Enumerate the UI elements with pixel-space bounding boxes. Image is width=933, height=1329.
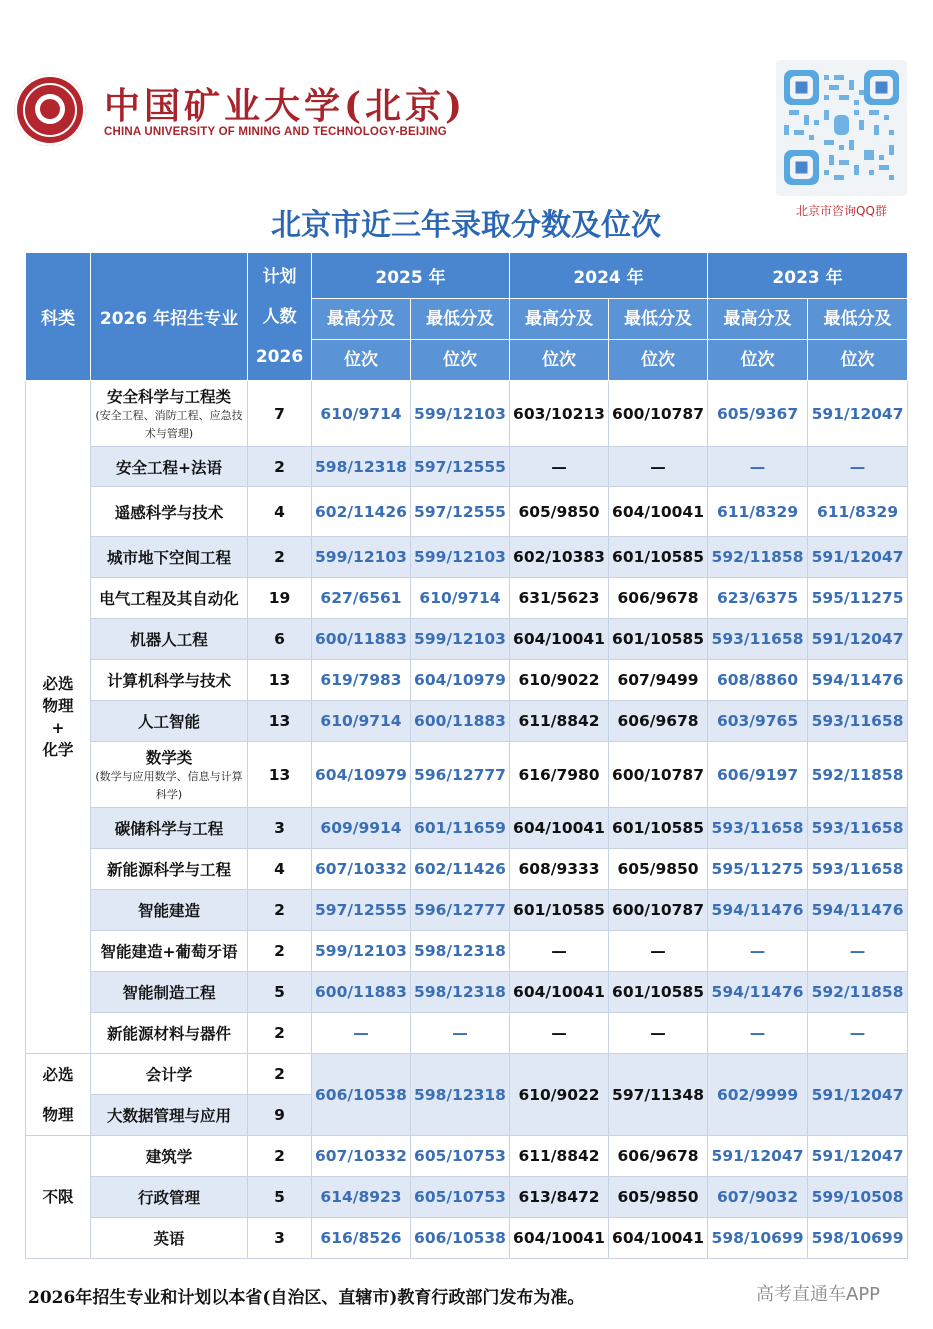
table-row (26, 1054, 908, 1095)
min-score-header: 最低分及 (411, 299, 510, 340)
score-rank-cell: 601/10585 (609, 537, 708, 578)
score-rank-cell: 591/12047 (808, 619, 908, 660)
major-note: (安全工程、消防工程、应急技术与管理) (95, 408, 243, 440)
table-row (26, 1136, 908, 1177)
table-row (26, 808, 908, 849)
score-rank-cell: 596/12777 (411, 742, 510, 808)
plan-count-cell: 19 (248, 578, 312, 619)
score-rank-cell: 592/11858 (708, 537, 808, 578)
score-rank-cell: 600/11883 (411, 701, 510, 742)
major-name: 大数据管理与应用 (106, 1107, 231, 1125)
score-rank-cell: 602/11426 (411, 849, 510, 890)
major-cell (91, 660, 248, 701)
min-score-header: 位次 (808, 340, 908, 381)
year-header: 2023 年 (708, 253, 908, 299)
score-rank-cell: 601/10585 (510, 890, 609, 931)
score-rank-cell: 595/11275 (808, 578, 908, 619)
score-rank-cell: 601/10585 (609, 808, 708, 849)
score-rank-cell: — (808, 447, 908, 487)
score-rank-cell: 593/11658 (708, 619, 808, 660)
category-cell (26, 1054, 91, 1136)
score-rank-cell: — (708, 447, 808, 487)
score-rank-cell: 592/11858 (808, 972, 908, 1013)
major-cell (91, 1095, 248, 1136)
major-cell (91, 808, 248, 849)
score-rank-cell: 601/11659 (411, 808, 510, 849)
major-cell (91, 1177, 248, 1218)
major-cell (91, 619, 248, 660)
table-row (26, 890, 908, 931)
score-rank-cell: 595/11275 (708, 849, 808, 890)
major-name: 建筑学 (145, 1148, 193, 1166)
col-major-header: 2026 年招生专业 (91, 253, 248, 381)
score-rank-cell: 600/10787 (609, 742, 708, 808)
score-rank-cell: — (808, 931, 908, 972)
min-score-header: 最低分及 (808, 299, 908, 340)
score-rank-cell: 601/10585 (609, 619, 708, 660)
score-rank-cell: 606/9678 (609, 578, 708, 619)
score-rank-cell: — (312, 1013, 411, 1054)
category-line: 物理 (42, 1105, 74, 1124)
score-rank-cell: 598/12318 (312, 447, 411, 487)
major-cell (91, 578, 248, 619)
max-score-header: 最高分及 (510, 299, 609, 340)
major-name: 计算机科学与技术 (106, 672, 231, 690)
score-rank-cell: 594/11476 (708, 890, 808, 931)
table-row (26, 1013, 908, 1054)
score-rank-cell: 607/9499 (609, 660, 708, 701)
merged-score-rank-cell: 606/10538 (312, 1054, 411, 1136)
major-cell (91, 537, 248, 578)
score-rank-cell: 603/9765 (708, 701, 808, 742)
category-line: 化学 (42, 741, 74, 759)
score-rank-cell: — (708, 1013, 808, 1054)
major-name: 智能制造工程 (122, 984, 216, 1002)
score-rank-cell: 619/7983 (312, 660, 411, 701)
plan-count-cell: 2 (248, 1013, 312, 1054)
score-rank-cell: 611/8329 (708, 487, 808, 537)
university-name-cn: 中国矿业大学(北京) (104, 85, 467, 127)
major-cell (91, 890, 248, 931)
table-row (26, 578, 908, 619)
plan-count-cell: 3 (248, 1218, 312, 1259)
score-rank-cell: 608/9333 (510, 849, 609, 890)
score-rank-cell: 601/10585 (609, 972, 708, 1013)
score-rank-cell: 604/10041 (510, 808, 609, 849)
score-rank-cell: 604/10979 (312, 742, 411, 808)
major-cell (91, 1013, 248, 1054)
score-rank-cell: 605/10753 (411, 1177, 510, 1218)
plan-count-cell: 3 (248, 808, 312, 849)
score-rank-cell: 593/11658 (808, 701, 908, 742)
category-cell (26, 381, 91, 1054)
score-rank-cell: 598/10699 (808, 1218, 908, 1259)
qr-code-icon (784, 70, 899, 185)
score-rank-cell: 603/10213 (510, 381, 609, 447)
category-line: 必选 (42, 675, 74, 693)
score-rank-cell: 610/9714 (411, 578, 510, 619)
score-rank-cell: 599/12103 (411, 537, 510, 578)
major-name: 会计学 (145, 1066, 193, 1084)
score-rank-cell: — (510, 931, 609, 972)
table-row (26, 701, 908, 742)
score-rank-cell: — (609, 447, 708, 487)
score-rank-cell: 631/5623 (510, 578, 609, 619)
min-score-header: 最低分及 (609, 299, 708, 340)
score-rank-cell: 611/8842 (510, 1136, 609, 1177)
score-rank-cell: 597/12555 (411, 487, 510, 537)
major-cell (91, 1218, 248, 1259)
merged-score-rank-cell: 598/12318 (411, 1054, 510, 1136)
score-rank-cell: 602/10383 (510, 537, 609, 578)
score-rank-cell: 604/10041 (510, 1218, 609, 1259)
score-rank-cell: 598/12318 (411, 972, 510, 1013)
min-score-header: 位次 (411, 340, 510, 381)
score-rank-cell: 610/9022 (510, 660, 609, 701)
major-name: 城市地下空间工程 (106, 549, 231, 567)
col-category-header: 科类 (26, 253, 91, 381)
score-rank-cell: 604/10041 (609, 487, 708, 537)
score-rank-cell: 600/11883 (312, 972, 411, 1013)
major-name: 英语 (153, 1230, 185, 1248)
major-name: 遥感科学与技术 (114, 503, 224, 522)
max-score-header: 位次 (312, 340, 411, 381)
score-rank-cell: 616/7980 (510, 742, 609, 808)
score-rank-cell: 607/10332 (312, 849, 411, 890)
table-row (26, 447, 908, 487)
plan-count-cell: 2 (248, 537, 312, 578)
score-rank-cell: 597/12555 (411, 447, 510, 487)
category-line: 不限 (42, 1188, 74, 1206)
score-rank-cell: 611/8842 (510, 701, 609, 742)
plan-count-cell: 4 (248, 487, 312, 537)
university-seal-logo (14, 74, 86, 146)
plan-count-cell: 2 (248, 1136, 312, 1177)
score-rank-cell: — (411, 1013, 510, 1054)
major-cell (91, 931, 248, 972)
merged-score-rank-cell: 591/12047 (808, 1054, 908, 1136)
table-row (26, 619, 908, 660)
score-rank-cell: 592/11858 (808, 742, 908, 808)
score-rank-cell: 597/12555 (312, 890, 411, 931)
score-rank-cell: — (708, 931, 808, 972)
score-rank-cell: 606/9678 (609, 1136, 708, 1177)
major-cell (91, 972, 248, 1013)
category-line: 物理 (42, 697, 74, 715)
plan-count-cell: 4 (248, 849, 312, 890)
table-row (26, 660, 908, 701)
score-rank-cell: — (609, 1013, 708, 1054)
major-cell (91, 701, 248, 742)
table-row (26, 972, 908, 1013)
major-name: 数学类 (145, 748, 193, 767)
table-row (26, 931, 908, 972)
score-table (25, 252, 908, 1259)
major-cell (91, 1054, 248, 1095)
major-name: 新能源材料与器件 (106, 1025, 231, 1043)
score-rank-cell: 605/10753 (411, 1136, 510, 1177)
score-rank-cell: 605/9850 (510, 487, 609, 537)
score-rank-cell: 605/9367 (708, 381, 808, 447)
plan-header-line: 2026 (255, 346, 304, 367)
plan-header-line: 计划 (262, 266, 297, 287)
major-name: 碳储科学与工程 (114, 820, 224, 838)
table-row (26, 1177, 908, 1218)
max-score-header: 最高分及 (312, 299, 411, 340)
qr-caption: 北京市咨询QQ群 (796, 204, 887, 218)
plan-count-cell: 2 (248, 931, 312, 972)
score-rank-cell: 591/12047 (808, 381, 908, 447)
score-rank-cell: 593/11658 (808, 849, 908, 890)
score-rank-cell: 604/10041 (609, 1218, 708, 1259)
university-name-en: CHINA UNIVERSITY OF MINING AND TECHNOLOGY-BEIJING (104, 126, 447, 138)
score-rank-cell: 594/11476 (708, 972, 808, 1013)
plan-count-cell: 5 (248, 1177, 312, 1218)
score-rank-cell: 607/9032 (708, 1177, 808, 1218)
page-title: 北京市近三年录取分数及位次 (271, 208, 661, 243)
table-row (26, 487, 908, 537)
table-row (26, 742, 908, 808)
score-rank-cell: 600/10787 (609, 381, 708, 447)
score-rank-cell: 599/12103 (312, 537, 411, 578)
min-score-header: 位次 (609, 340, 708, 381)
score-rank-cell: 596/12777 (411, 890, 510, 931)
plan-header-line: 人数 (262, 306, 297, 327)
table-row (26, 381, 908, 447)
major-name: 智能建造+葡萄牙语 (100, 943, 238, 961)
score-rank-cell: 598/10699 (708, 1218, 808, 1259)
category-cell (26, 1136, 91, 1259)
major-name: 智能建造 (137, 902, 200, 920)
plan-count-cell: 2 (248, 447, 312, 487)
score-rank-cell: 623/6375 (708, 578, 808, 619)
year-header: 2024 年 (510, 253, 708, 299)
major-note: (数学与应用数学、信息与计算科学) (95, 769, 243, 801)
plan-count-cell: 13 (248, 660, 312, 701)
max-score-header: 位次 (708, 340, 808, 381)
score-rank-cell: 602/11426 (312, 487, 411, 537)
score-rank-cell: 599/12103 (411, 381, 510, 447)
score-rank-cell: 613/8472 (510, 1177, 609, 1218)
merged-score-rank-cell: 610/9022 (510, 1054, 609, 1136)
score-rank-cell: 593/11658 (808, 808, 908, 849)
major-name: 机器人工程 (130, 631, 208, 649)
score-rank-cell: — (808, 1013, 908, 1054)
major-cell (91, 742, 248, 808)
category-line: 必选 (42, 1065, 74, 1084)
qr-code[interactable] (776, 60, 907, 196)
plan-count-cell: 2 (248, 1054, 312, 1095)
plan-count-cell: 5 (248, 972, 312, 1013)
score-rank-cell: 605/9850 (609, 849, 708, 890)
plan-count-cell: 2 (248, 890, 312, 931)
score-rank-cell: 594/11476 (808, 660, 908, 701)
score-rank-cell: 610/9714 (312, 381, 411, 447)
score-rank-cell: 591/12047 (808, 537, 908, 578)
app-watermark: 高考直通车APP (756, 1284, 881, 1305)
score-rank-cell: 609/9914 (312, 808, 411, 849)
major-name: 安全工程+法语 (116, 458, 222, 477)
table-row (26, 849, 908, 890)
score-rank-cell: — (609, 931, 708, 972)
major-name: 新能源科学与工程 (106, 861, 231, 879)
score-rank-cell: 599/12103 (411, 619, 510, 660)
table-row (26, 537, 908, 578)
plan-count-cell: 13 (248, 701, 312, 742)
score-rank-cell: 598/12318 (411, 931, 510, 972)
score-rank-cell: 627/6561 (312, 578, 411, 619)
score-rank-cell: 593/11658 (708, 808, 808, 849)
score-rank-cell: 614/8923 (312, 1177, 411, 1218)
major-name: 安全科学与工程类 (106, 387, 231, 406)
score-rank-cell: — (510, 447, 609, 487)
score-rank-cell: 606/9197 (708, 742, 808, 808)
year-header: 2025 年 (312, 253, 510, 299)
score-rank-cell: 599/12103 (312, 931, 411, 972)
col-plan-header (248, 253, 312, 381)
plan-count-cell: 7 (248, 381, 312, 447)
score-rank-cell: 600/11883 (312, 619, 411, 660)
major-cell (91, 487, 248, 537)
major-name: 人工智能 (137, 713, 200, 731)
merged-score-rank-cell: 602/9999 (708, 1054, 808, 1136)
major-cell (91, 447, 248, 487)
score-rank-cell: 606/10538 (411, 1218, 510, 1259)
page-header (0, 0, 933, 250)
score-rank-cell: 604/10041 (510, 972, 609, 1013)
score-rank-cell: 604/10979 (411, 660, 510, 701)
major-cell (91, 849, 248, 890)
score-rank-cell: 600/10787 (609, 890, 708, 931)
score-rank-cell: 605/9850 (609, 1177, 708, 1218)
merged-score-rank-cell: 597/11348 (609, 1054, 708, 1136)
score-rank-cell: 591/12047 (808, 1136, 908, 1177)
plan-count-cell: 13 (248, 742, 312, 808)
score-table-body (26, 381, 908, 1259)
seal-emblem-icon (40, 99, 60, 119)
score-rank-cell: 608/8860 (708, 660, 808, 701)
score-rank-cell: 594/11476 (808, 890, 908, 931)
max-score-header: 位次 (510, 340, 609, 381)
score-rank-cell: 599/10508 (808, 1177, 908, 1218)
table-row (26, 1218, 908, 1259)
major-cell (91, 381, 248, 447)
score-rank-cell: 611/8329 (808, 487, 908, 537)
score-rank-cell: 616/8526 (312, 1218, 411, 1259)
category-line: + (51, 719, 65, 737)
plan-count-cell: 9 (248, 1095, 312, 1136)
max-score-header: 最高分及 (708, 299, 808, 340)
score-rank-cell: 591/12047 (708, 1136, 808, 1177)
footer-note: 2026年招生专业和计划以本省(自治区、直辖市)教育行政部门发布为准。 (28, 1288, 585, 1308)
plan-count-cell: 6 (248, 619, 312, 660)
major-cell (91, 1136, 248, 1177)
score-rank-cell: — (510, 1013, 609, 1054)
score-rank-cell: 610/9714 (312, 701, 411, 742)
score-rank-cell: 606/9678 (609, 701, 708, 742)
score-rank-cell: 607/10332 (312, 1136, 411, 1177)
score-rank-cell: 604/10041 (510, 619, 609, 660)
major-name: 电气工程及其自动化 (99, 590, 239, 608)
major-name: 行政管理 (137, 1189, 200, 1207)
